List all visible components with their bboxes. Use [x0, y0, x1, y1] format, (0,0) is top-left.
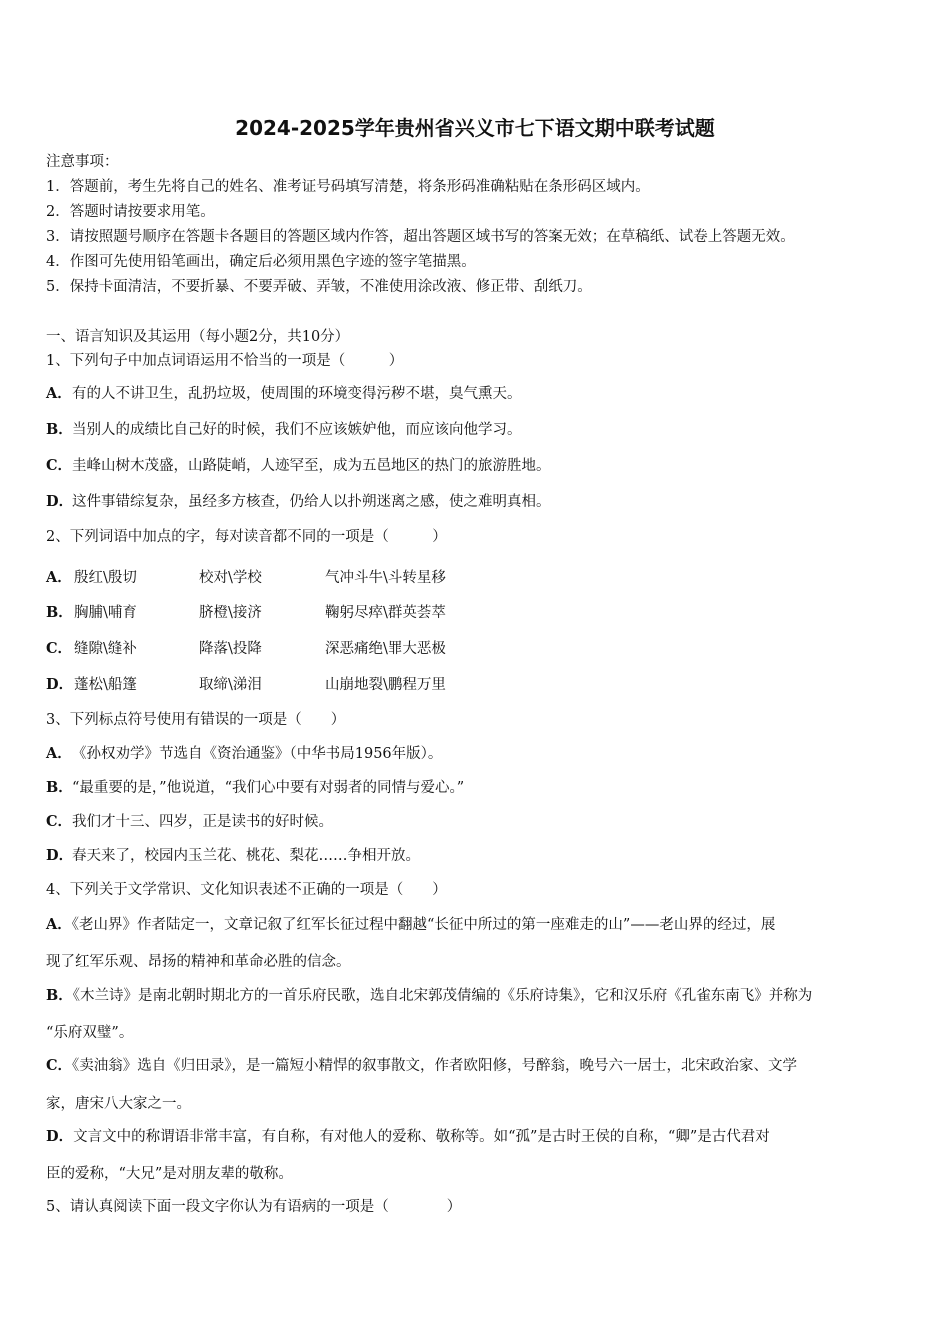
option-label: C．	[46, 457, 73, 474]
question-4-option-a-line2: 现了红军乐观、昂扬的精神和革命必胜的信念。	[46, 954, 351, 970]
option-text: 圭峰山树木茂盛，山路陡峭，人迹罕至，成为五邑地区的热门的旅游胜地。	[72, 458, 551, 474]
option-text: “最重要的是，”他说道，“我们心中要有对弱者的同情与爱心。”	[72, 780, 465, 796]
option-text: 我们才十三、四岁，正是读书的好时候。	[72, 814, 333, 830]
question-4-option-d-line1	[46, 1127, 910, 1147]
page-title: 2024-2025学年贵州省兴义市七下语文期中联考试题	[235, 116, 715, 140]
option-label: B．	[46, 779, 73, 796]
option-pair-1: 胸脯\哺育	[74, 605, 137, 621]
question-4-option-c-line2: 家，唐宋八大家之一。	[46, 1096, 191, 1112]
option-text: 《卖油翁》选自《归田录》，是一篇短小精悍的叙事散文，作者欧阳修，号醉翁，晚号六一居士，北宋政治家、文学	[72, 1058, 798, 1074]
question-3-option-d	[46, 846, 910, 866]
option-pair-1: 殷红\殷切	[74, 570, 137, 586]
option-label: A．	[46, 745, 72, 762]
question-4-option-b-line2: “乐府双璧”。	[46, 1025, 134, 1041]
option-pair-2: 取缔\涕泪	[199, 677, 262, 693]
question-1-option-d	[46, 492, 910, 512]
option-label: C．	[46, 640, 73, 657]
question-2-stem: 2、下列词语中加点的字，每对读音都不同的一项是（ ）	[46, 529, 447, 545]
option-pair-3: 气冲斗牛\斗转星移	[325, 570, 446, 586]
option-text: 有的人不讲卫生，乱扔垃圾，使周围的环境变得污秽不堪，臭气熏天。	[72, 386, 522, 402]
option-label: B．	[46, 421, 73, 438]
option-label: A．	[46, 569, 72, 586]
question-3-option-c	[46, 812, 910, 832]
question-2-option-a	[46, 568, 910, 588]
option-label: C．	[46, 813, 73, 830]
option-label: D．	[46, 676, 74, 693]
option-label: C．	[46, 1057, 73, 1074]
question-2-option-d	[46, 675, 910, 695]
notice-item: 1．答题前，考生先将自己的姓名、准考证号码填写清楚，将条形码准确粘贴在条形码区域内。	[46, 179, 650, 195]
question-4-option-d-line2: 臣的爱称，“大兄”是对朋友辈的敬称。	[46, 1166, 293, 1182]
question-4-option-a-line1	[46, 915, 910, 935]
question-4-stem: 4、下列关于文学常识、文化知识表述不正确的一项是（ ）	[46, 882, 447, 898]
option-label: B．	[46, 987, 73, 1004]
notice-item: 5．保持卡面清洁，不要折暴、不要弄破、弄皱，不准使用涂改液、修正带、刮纸刀。	[46, 279, 592, 295]
question-2-option-b	[46, 603, 910, 623]
question-1-option-b	[46, 420, 910, 440]
option-text: 文言文中的称谓语非常丰富，有自称，有对他人的爱称、敬称等。如“孤”是古时王侯的自称，“卿”是古代君对	[73, 1129, 770, 1145]
question-3-option-b	[46, 778, 910, 798]
option-text: 《木兰诗》是南北朝时期北方的一首乐府民歌，选自北宋郭茂倩编的《乐府诗集》，它和汉乐府《孔雀东南飞》并称为	[72, 988, 813, 1004]
question-4-option-b-line1	[46, 986, 910, 1006]
option-pair-2: 校对\学校	[199, 570, 262, 586]
option-text: 这件事错综复杂，虽经多方核查，仍给人以扑朔迷离之感，使之难明真相。	[72, 494, 551, 510]
option-pair-2: 降落\投降	[199, 641, 262, 657]
option-text: 《孙权劝学》节选自《资治通鉴》（中华书局1956年版）。	[72, 746, 443, 762]
section-heading: 一、语言知识及其运用（每小题2分，共10分）	[46, 329, 350, 345]
question-1-stem: 1、下列句子中加点词语运用不恰当的一项是（ ）	[46, 353, 404, 369]
question-2-option-c	[46, 639, 910, 659]
option-label: A．	[46, 916, 72, 933]
question-5-stem: 5、请认真阅读下面一段文字你认为有语病的一项是（ ）	[46, 1199, 462, 1215]
option-pair-1: 缝隙\缝补	[74, 641, 137, 657]
option-text: 当别人的成绩比自己好的时候，我们不应该嫉妒他，而应该向他学习。	[72, 422, 522, 438]
option-label: D．	[46, 1128, 74, 1145]
question-1-option-a	[46, 384, 910, 404]
question-4-option-c-line1	[46, 1056, 910, 1076]
notice-item: 3．请按照题号顺序在答题卡各题目的答题区域内作答，超出答题区域书写的答案无效；在草稿纸、试卷上答题无效。	[46, 229, 795, 245]
question-3-option-a	[46, 744, 910, 764]
notice-item: 4．作图可先使用铅笔画出，确定后必须用黑色字迹的签字笔描黑。	[46, 254, 476, 270]
option-pair-1: 蓬松\船篷	[74, 677, 137, 693]
question-1-option-c	[46, 456, 910, 476]
notice-item: 2．答题时请按要求用笔。	[46, 204, 215, 220]
option-pair-3: 深恶痛绝\罪大恶极	[325, 641, 446, 657]
option-label: D．	[46, 847, 74, 864]
option-pair-2: 脐橙\接济	[199, 605, 262, 621]
option-label: A．	[46, 385, 72, 402]
option-pair-3: 山崩地裂\鹏程万里	[325, 677, 446, 693]
question-3-stem: 3、下列标点符号使用有错误的一项是（ ）	[46, 712, 346, 728]
option-label: B．	[46, 604, 73, 621]
option-text: 《老山界》作者陆定一，文章记叙了红军长征过程中翻越“长征中所过的第一座难走的山”——老山界的经过，展	[71, 917, 776, 933]
notice-heading: 注意事项：	[46, 154, 119, 170]
option-text: 春天来了，校园内玉兰花、桃花、梨花……争相开放。	[72, 848, 420, 864]
option-label: D．	[46, 493, 74, 510]
option-pair-3: 鞠躬尽瘁\群英荟萃	[325, 605, 446, 621]
